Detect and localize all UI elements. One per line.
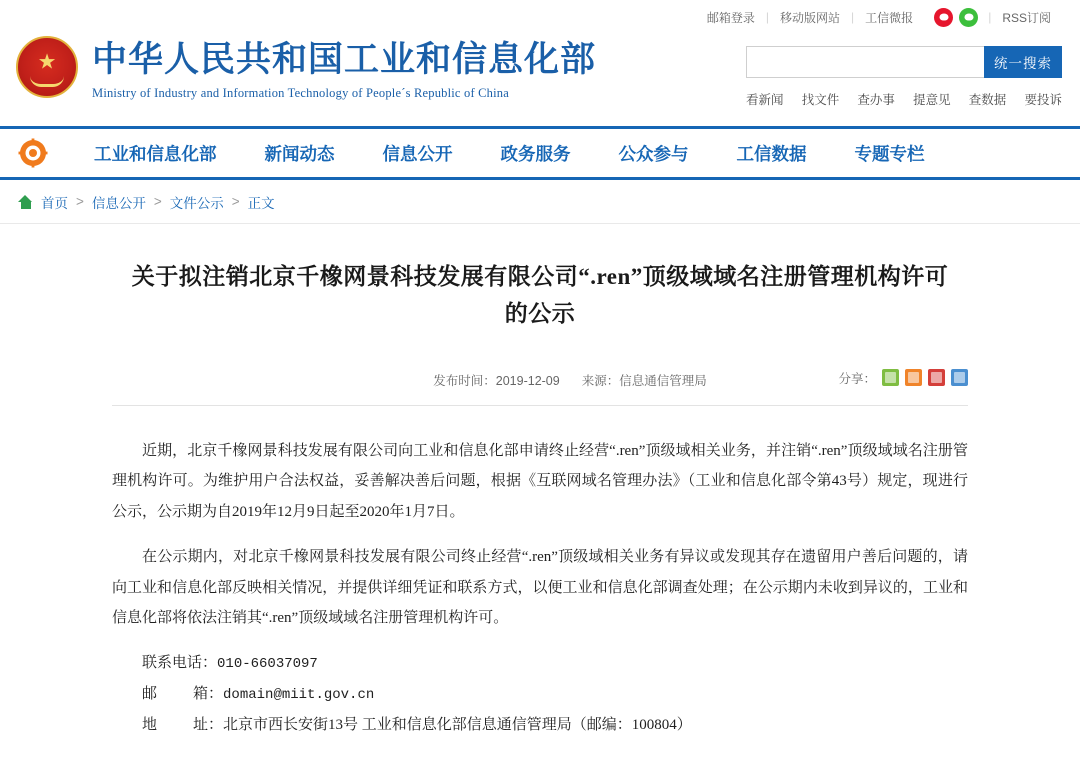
nav-item-services[interactable]: 政务服务 — [500, 143, 571, 164]
site-title-block — [92, 36, 596, 101]
social-icons — [934, 8, 978, 27]
contact-email-value: domain@miit.gov.cn — [223, 686, 375, 703]
search-button[interactable]: 统一搜索 — [984, 46, 1062, 78]
article — [0, 224, 1080, 740]
search-input[interactable] — [746, 46, 984, 78]
nav-item-ministry[interactable]: 工业和信息化部 — [94, 143, 217, 164]
share-wechat-icon[interactable] — [882, 369, 899, 386]
site-title-cn: 中华人民共和国工业和信息化部 — [92, 40, 597, 79]
topbar-link-mobile[interactable]: 移动版网站 — [780, 10, 841, 25]
search-zone — [746, 46, 1062, 108]
contact-email-label: 邮 — [142, 685, 194, 702]
share-more-icon[interactable] — [951, 369, 968, 386]
quick-link-feedback[interactable]: 提意见 — [913, 93, 951, 107]
contact-email — [112, 679, 968, 710]
share-weibo-icon[interactable] — [905, 369, 922, 386]
meta-center — [373, 371, 707, 389]
nav-item-data[interactable]: 工信数据 — [736, 143, 807, 164]
share-label: 分享： — [838, 371, 876, 386]
breadcrumb-separator-3: > — [231, 194, 240, 209]
search-row — [746, 46, 1062, 78]
breadcrumb-item-current: 正文 — [247, 195, 275, 211]
contact-phone-label: 联系电话： — [142, 655, 218, 671]
page-title: 关于拟注销北京千橡网景科技发展有限公司“.ren”顶级域域名注册管理机构许可的公示 — [131, 264, 949, 327]
contact-address-label2: 址： — [193, 716, 224, 733]
national-emblem-icon — [16, 36, 78, 98]
quick-link-data[interactable]: 查数据 — [968, 93, 1007, 107]
source-label: 来源： — [581, 373, 620, 388]
share-zone — [838, 369, 968, 387]
breadcrumb-item-home[interactable]: 首页 — [41, 195, 68, 211]
contact-phone-value: 010-66037097 — [217, 656, 318, 672]
publish-time — [433, 371, 559, 389]
breadcrumb-item-documents[interactable]: 文件公示 — [169, 195, 224, 211]
source — [582, 371, 707, 389]
weibo-icon[interactable] — [934, 8, 953, 27]
topbar-separator-2: | — [851, 10, 855, 24]
nav-item-topics[interactable]: 专题专栏 — [854, 143, 925, 164]
rss-subscribe-link[interactable]: RSS订阅 — [1002, 10, 1051, 25]
quick-links — [746, 90, 1062, 108]
share-pdf-icon[interactable] — [928, 369, 945, 386]
main-nav — [0, 126, 1080, 180]
utility-topbar — [0, 0, 1080, 34]
breadcrumb-separator-1: > — [76, 194, 84, 209]
nav-item-news[interactable]: 新闻动态 — [264, 143, 335, 164]
quick-link-news[interactable]: 看新闻 — [746, 93, 784, 107]
contact-address-label: 地 — [142, 716, 194, 733]
contact-block — [112, 648, 968, 740]
contact-phone — [112, 648, 968, 679]
article-paragraph-1: 近期，北京千橡网景科技发展有限公司向工业和信息化部申请终止经营“.ren”顶级域相关业务，并注销“.ren”顶级域域名注册管理机构许可。为维护用户合法权益，妥善解决善后问题，根据《互联网域名管理办法》（工业和信息化部令第43号）规定，现进行公示，公示期为自2019年12月9日起至2020年1月7日。 — [112, 442, 968, 520]
home-icon — [18, 195, 33, 209]
site-title-en: Ministry of Industry and Information Technology of People´s Republic of China — [92, 86, 510, 101]
nav-item-disclosure[interactable]: 信息公开 — [382, 143, 453, 164]
publish-time-label: 发布时间： — [433, 373, 496, 388]
article-meta — [112, 369, 968, 391]
topbar-separator-3: | — [988, 10, 992, 24]
contact-address — [112, 710, 968, 741]
topbar-separator-1: | — [765, 10, 770, 24]
wechat-icon[interactable] — [959, 8, 978, 27]
logo-zone[interactable] — [16, 36, 596, 101]
topbar-link-mail[interactable]: 邮箱登录 — [706, 10, 755, 25]
site-header — [0, 34, 1080, 126]
quick-link-complaint[interactable]: 要投诉 — [1024, 93, 1062, 107]
article-paragraph-2: 在公示期内，对北京千橡网景科技发展有限公司终止经营“.ren”顶级域相关业务有异议或发现其存在遗留用户善后问题的，请向工业和信息化部反映相关情况，并提供详细凭证和联系方式，以便工业和信息化部调查处理；在公示期内未收到异议的，工业和信息化部将依法注销其“.ren”顶级域域名注册管理机构许可。 — [112, 548, 968, 627]
breadcrumb-separator-2: > — [153, 194, 162, 209]
gear-icon — [18, 138, 48, 168]
article-body — [112, 406, 968, 741]
nav-item-participation[interactable]: 公众参与 — [618, 143, 689, 164]
contact-address-value: 北京市西长安街13号 工业和信息化部信息通信管理局（邮编：100804） — [223, 716, 692, 733]
breadcrumb — [0, 180, 1080, 224]
contact-email-label2: 箱： — [193, 685, 224, 702]
breadcrumb-item-disclosure[interactable]: 信息公开 — [91, 195, 146, 211]
source-value: 信息通信管理局 — [619, 373, 707, 388]
publish-time-value: 2019-12-09 — [495, 373, 560, 388]
quick-link-files[interactable]: 找文件 — [801, 93, 840, 107]
topbar-link-weibao[interactable]: 工信微报 — [865, 10, 914, 25]
quick-link-services[interactable]: 查办事 — [857, 93, 895, 107]
